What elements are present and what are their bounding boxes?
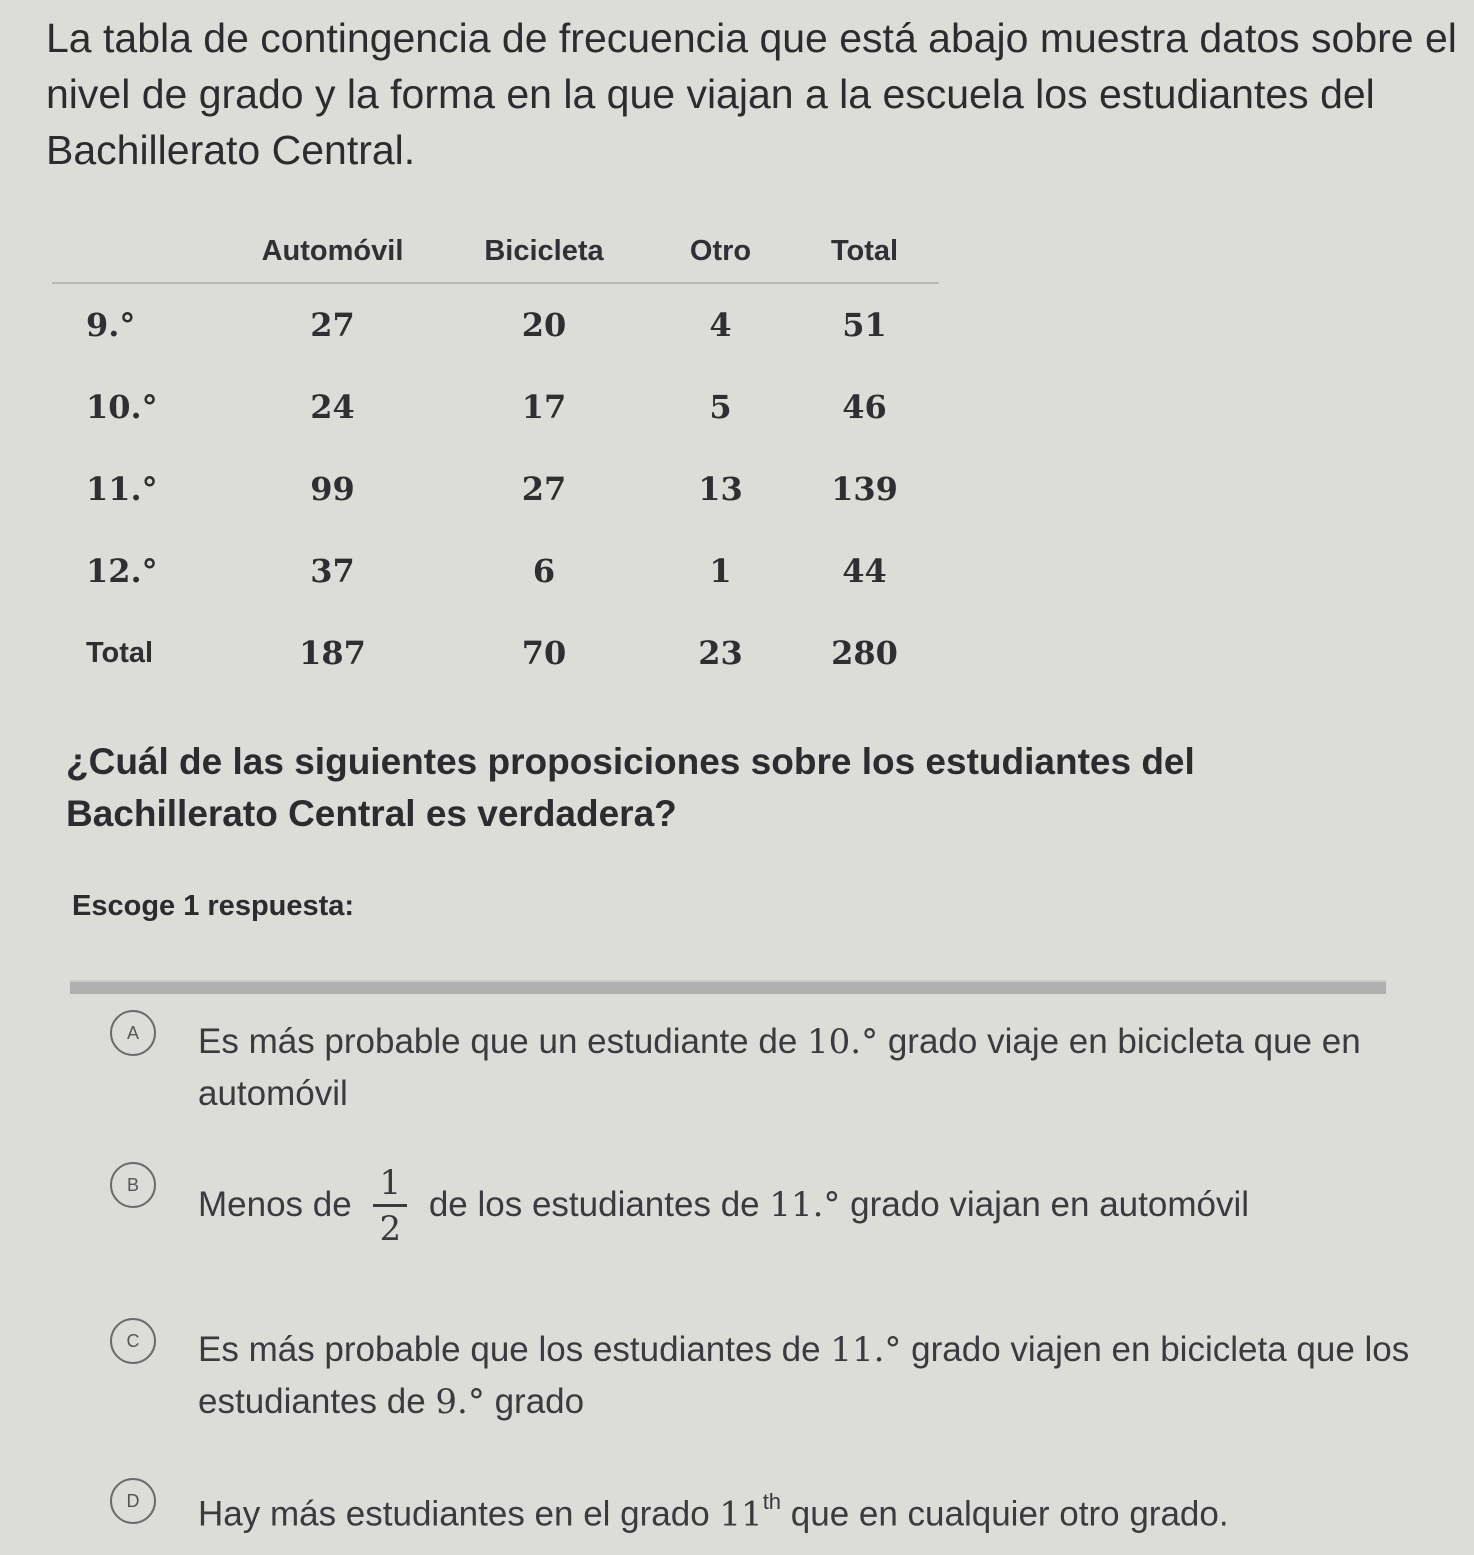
choice-b-math: 11.° — [769, 1184, 841, 1225]
table-cell: 1 — [709, 552, 732, 590]
contingency-table — [52, 220, 939, 694]
table-cell: 23 — [698, 634, 743, 672]
intro-text: La tabla de contingencia de frecuencia que está abajo muestra datos sobre el nivel de grado y la forma en la que viajan a la escuela los estudiantes del Bachillerato Central. — [46, 15, 1457, 173]
choice-d-text-pre: Hay más estudiantes en el grado — [198, 1494, 720, 1534]
choice-d-superscript: th — [762, 1489, 782, 1514]
table-cell: 13 — [698, 470, 743, 508]
table-total-row — [52, 612, 939, 694]
choice-a-math: 10.° — [807, 1022, 879, 1062]
table-cell: 27 — [310, 306, 355, 344]
table-cell: 139 — [831, 470, 898, 508]
table-cell: 44 — [842, 552, 887, 590]
table-cell: 5 — [709, 388, 732, 426]
choice-a-text — [198, 1016, 1418, 1120]
table-cell: 99 — [310, 470, 355, 508]
table-cell: 187 — [299, 634, 366, 672]
table-cell: 6 — [532, 552, 556, 590]
table-cell: 20 — [521, 306, 567, 344]
column-header: Otro — [651, 220, 790, 283]
column-header: Bicicleta — [437, 220, 651, 283]
choice-c-math-1: 11.° — [830, 1330, 902, 1370]
table-cell: 27 — [521, 470, 567, 508]
column-header: Total — [790, 220, 939, 283]
choice-b-radio[interactable]: B — [110, 1162, 156, 1208]
choice-a[interactable] — [110, 1010, 1410, 1120]
table-cell: 46 — [842, 388, 887, 426]
table-row — [52, 530, 939, 612]
row-label: 10.° — [86, 388, 158, 426]
row-label: 12.° — [86, 552, 158, 590]
choice-c-text-pre: Es más probable que los estudiantes de — [198, 1330, 831, 1369]
choice-c[interactable] — [110, 1318, 1410, 1428]
table-row — [52, 366, 939, 448]
table-row — [52, 283, 939, 366]
choice-a-radio[interactable]: A — [110, 1010, 156, 1056]
one-half-fraction — [373, 1162, 407, 1251]
choice-d-radio[interactable]: D — [110, 1478, 156, 1524]
choice-b[interactable] — [110, 1162, 1410, 1277]
answer-prompt: Escoge 1 respuesta: — [72, 890, 355, 922]
table-cell: 51 — [842, 306, 887, 344]
choice-b-text — [198, 1162, 1418, 1251]
fraction-numerator: 1 — [373, 1162, 407, 1207]
divider — [70, 980, 1386, 994]
row-label: Total — [86, 636, 154, 669]
choice-c-text-mid: grado viajen en bicicleta que los estudiantes de — [198, 1330, 1410, 1421]
table-cell: 280 — [831, 634, 898, 672]
choice-d-text — [198, 1480, 1418, 1541]
table-row — [52, 448, 939, 530]
choice-a-text-pre: Es más probable que un estudiante de — [198, 1022, 808, 1061]
table-cell: 24 — [310, 388, 355, 426]
choice-d-math: 11 — [719, 1494, 763, 1535]
column-header: Automóvil — [228, 220, 437, 283]
choice-c-text — [198, 1324, 1418, 1428]
choice-b-text-mid: de los estudiantes de — [428, 1184, 770, 1224]
choice-c-radio[interactable]: C — [110, 1318, 156, 1364]
choice-c-text-post: grado — [484, 1382, 585, 1421]
choice-d-text-post: que en cualquier otro grado. — [781, 1494, 1229, 1534]
table-cell: 17 — [521, 388, 567, 426]
choice-b-text-post: grado viajan en automóvil — [840, 1184, 1250, 1224]
table-cell: 37 — [310, 552, 355, 590]
fraction-denominator: 2 — [379, 1209, 402, 1249]
choice-c-math-2: 9.° — [435, 1382, 485, 1422]
header-corner — [52, 220, 228, 283]
row-label: 11.° — [86, 470, 158, 508]
choice-d[interactable] — [110, 1478, 1410, 1548]
table-cell: 4 — [709, 306, 732, 344]
choice-b-text-pre: Menos de — [198, 1184, 352, 1224]
table-header-row — [52, 220, 939, 283]
choice-a-text-post: grado viaje en bicicleta que en automóvil — [198, 1022, 1361, 1113]
row-label: 9.° — [86, 306, 136, 344]
question-text: ¿Cuál de las siguientes proposiciones sobre los estudiantes del Bachillerato Central es verdadera? — [66, 741, 1195, 834]
table-cell: 70 — [521, 634, 567, 672]
